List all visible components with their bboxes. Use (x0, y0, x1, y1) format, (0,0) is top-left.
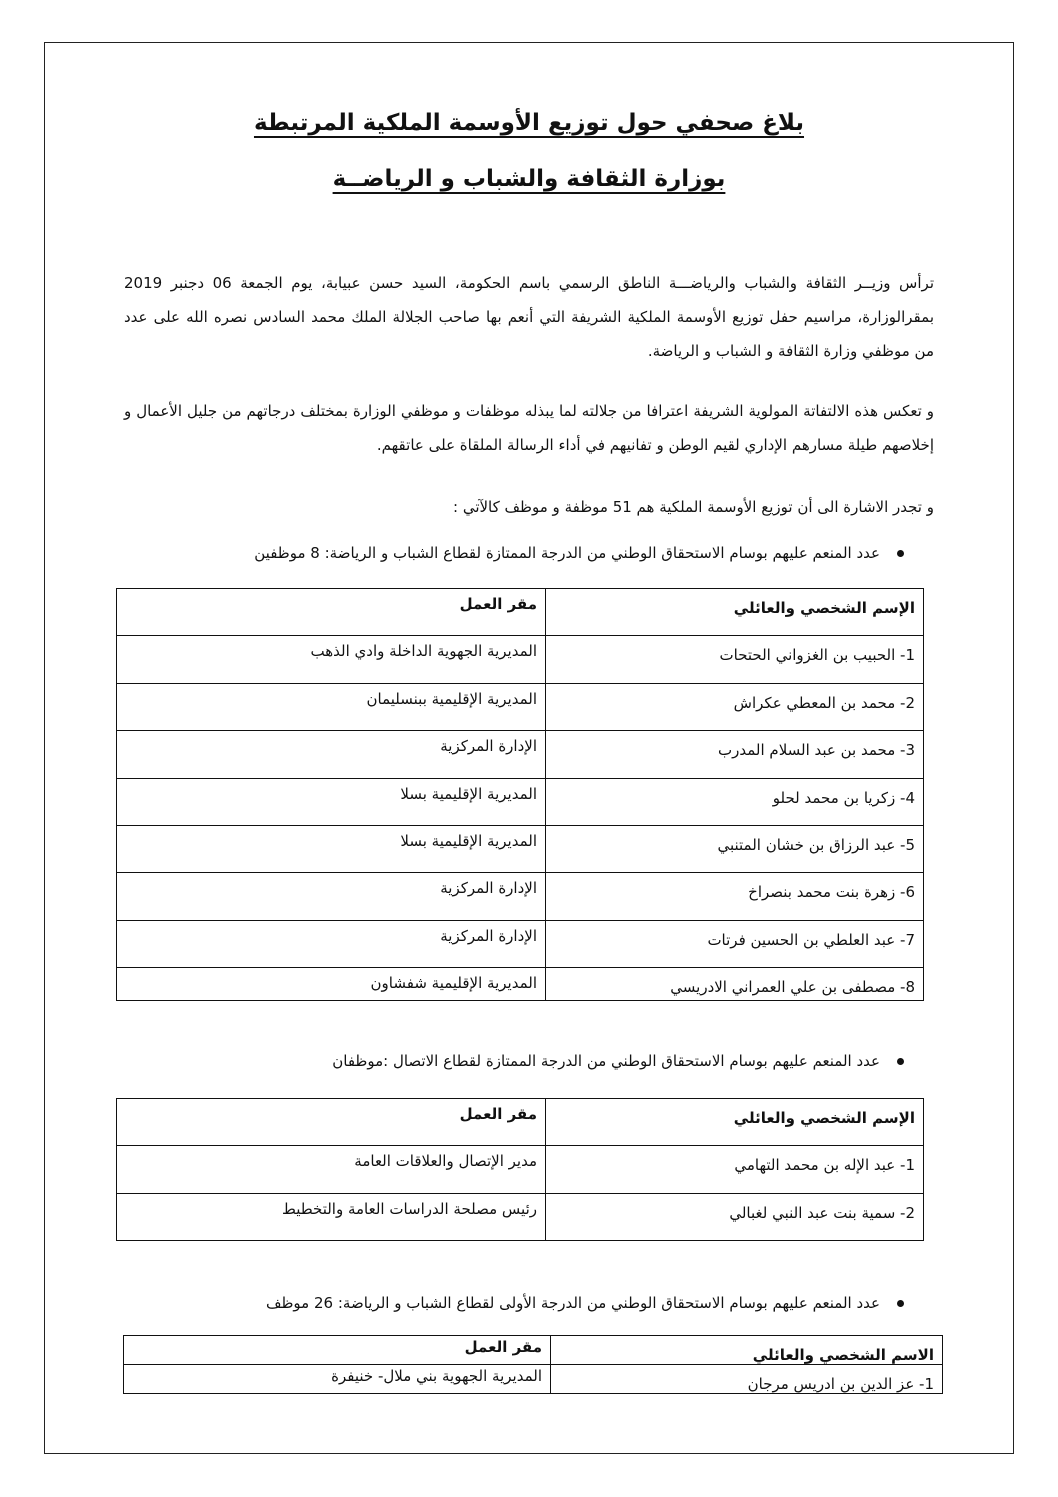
table-header-row (117, 589, 924, 636)
table-row (124, 1365, 943, 1394)
recipient-workplace: رئيس مصلحة الدراسات العامة والتخطيط (117, 1193, 546, 1240)
recipient-workplace: المديرية الإقليمية شفشاون (117, 968, 546, 1001)
recipients-table-2 (116, 1098, 924, 1241)
header-workplace: مقر العمل (124, 1336, 551, 1365)
title-line-1: بلاغ صحفي حول توزيع الأوسمة الملكية المرتبطة (253, 110, 805, 136)
paragraph-intro: ترأس وزيــر الثقافة والشباب والرياضـــة الناطق الرسمي باسم الحكومة، السيد حسن عبيابة، يوم الجمعة 06 دجنبر 2019 بمقرالوزارة، مراسيم حفل توزيع الأوسمة الملكية الشريفة التي أنعم بها صاحب الجلالة الملك محمد السادس نصره الله على عدد من موظفي وزارة الثقافة و الشباب و الرياضة. (124, 274, 934, 360)
bullet-dot-icon (897, 1058, 904, 1065)
table-row (117, 636, 924, 683)
paragraph-distribution: و تجدر الاشارة الى أن توزيع الأوسمة الملكية هم 51 موظفة و موظف كالآتي : (453, 498, 934, 516)
recipient-workplace: المديرية الإقليمية بسلا (117, 825, 546, 872)
table-row (117, 1146, 924, 1193)
bullet-dot-icon (897, 550, 904, 557)
recipient-name: 1- الحبيب بن الغزواني الحتحات (546, 636, 924, 683)
bullet-section-1 (140, 541, 880, 565)
header-workplace: مقر العمل (117, 589, 546, 636)
recipient-workplace: المديرية الجهوية بني ملال- خنيفرة (124, 1365, 551, 1394)
title-line-2: بوزارة الثقافة والشباب و الرياضــة (332, 166, 726, 192)
bullet-text: عدد المنعم عليهم بوسام الاستحقاق الوطني من الدرجة الممتازة لقطاع الاتصال :موظفان (332, 1052, 880, 1070)
header-name: الاسم الشخصي والعائلي (551, 1336, 943, 1365)
table-row (117, 683, 924, 730)
recipient-name: 1- عبد الإله بن محمد التهامي (546, 1146, 924, 1193)
header-name: الإسم الشخصي والعائلي (546, 589, 924, 636)
table-row (117, 778, 924, 825)
recipient-workplace: الإدارة المركزية (117, 873, 546, 920)
bullet-section-2 (140, 1049, 880, 1073)
table-header-row (124, 1336, 943, 1365)
recipient-workplace: المديرية الإقليمية بسلا (117, 778, 546, 825)
table-row (117, 873, 924, 920)
bullet-dot-icon (897, 1300, 904, 1307)
recipient-name: 1- عز الدين بن ادريس مرجان (551, 1365, 943, 1394)
header-name: الإسم الشخصي والعائلي (546, 1099, 924, 1146)
recipient-name: 7- عبد العلطي بن الحسين فرتات (546, 920, 924, 967)
recipients-table-1 (116, 588, 924, 1001)
recipient-name: 8- مصطفى بن علي العمراني الادريسي (546, 968, 924, 1001)
recipient-workplace: الإدارة المركزية (117, 731, 546, 778)
bullet-section-3 (140, 1291, 880, 1315)
recipient-workplace: المديرية الإقليمية ببنسليمان (117, 683, 546, 730)
recipient-name: 2- سمية بنت عبد النبي لغبالي (546, 1193, 924, 1240)
table-row (117, 825, 924, 872)
bullet-text: عدد المنعم عليهم بوسام الاستحقاق الوطني من الدرجة الأولى لقطاع الشباب و الرياضة: 26 موظف (265, 1294, 880, 1312)
recipient-name: 5- عبد الرزاق بن خشان المتنبي (546, 825, 924, 872)
recipient-workplace: الإدارة المركزية (117, 920, 546, 967)
header-workplace: مقر العمل (117, 1099, 546, 1146)
recipient-name: 6- زهرة بنت محمد بنصراخ (546, 873, 924, 920)
recipient-name: 4- زكريا بن محمد لحلو (546, 778, 924, 825)
recipient-name: 3- محمد بن عبد السلام المدرب (546, 731, 924, 778)
paragraph-recognition: و تعكس هذه الالتفاتة المولوية الشريفة اعترافا من جلالته لما يبذله موظفات و موظفي الوزارة بمختلف درجاتهم من جليل الأعمال و إخلاصهم طيلة مسارهم الإداري لقيم الوطن و تفانيهم في أداء الرسالة الملقاة على عاتقهم. (124, 402, 934, 454)
recipients-table-3 (123, 1335, 943, 1394)
bullet-text: عدد المنعم عليهم بوسام الاستحقاق الوطني من الدرجة الممتازة لقطاع الشباب و الرياضة: 8 موظفين (254, 544, 880, 562)
recipient-workplace: المديرية الجهوية الداخلة وادي الذهب (117, 636, 546, 683)
table-row (117, 920, 924, 967)
recipient-workplace: مدير الإتصال والعلاقات العامة (117, 1146, 546, 1193)
table-row (117, 1193, 924, 1240)
recipient-name: 2- محمد بن المعطي عكراش (546, 683, 924, 730)
table-row (117, 731, 924, 778)
table-header-row (117, 1099, 924, 1146)
table-row (117, 968, 924, 1001)
